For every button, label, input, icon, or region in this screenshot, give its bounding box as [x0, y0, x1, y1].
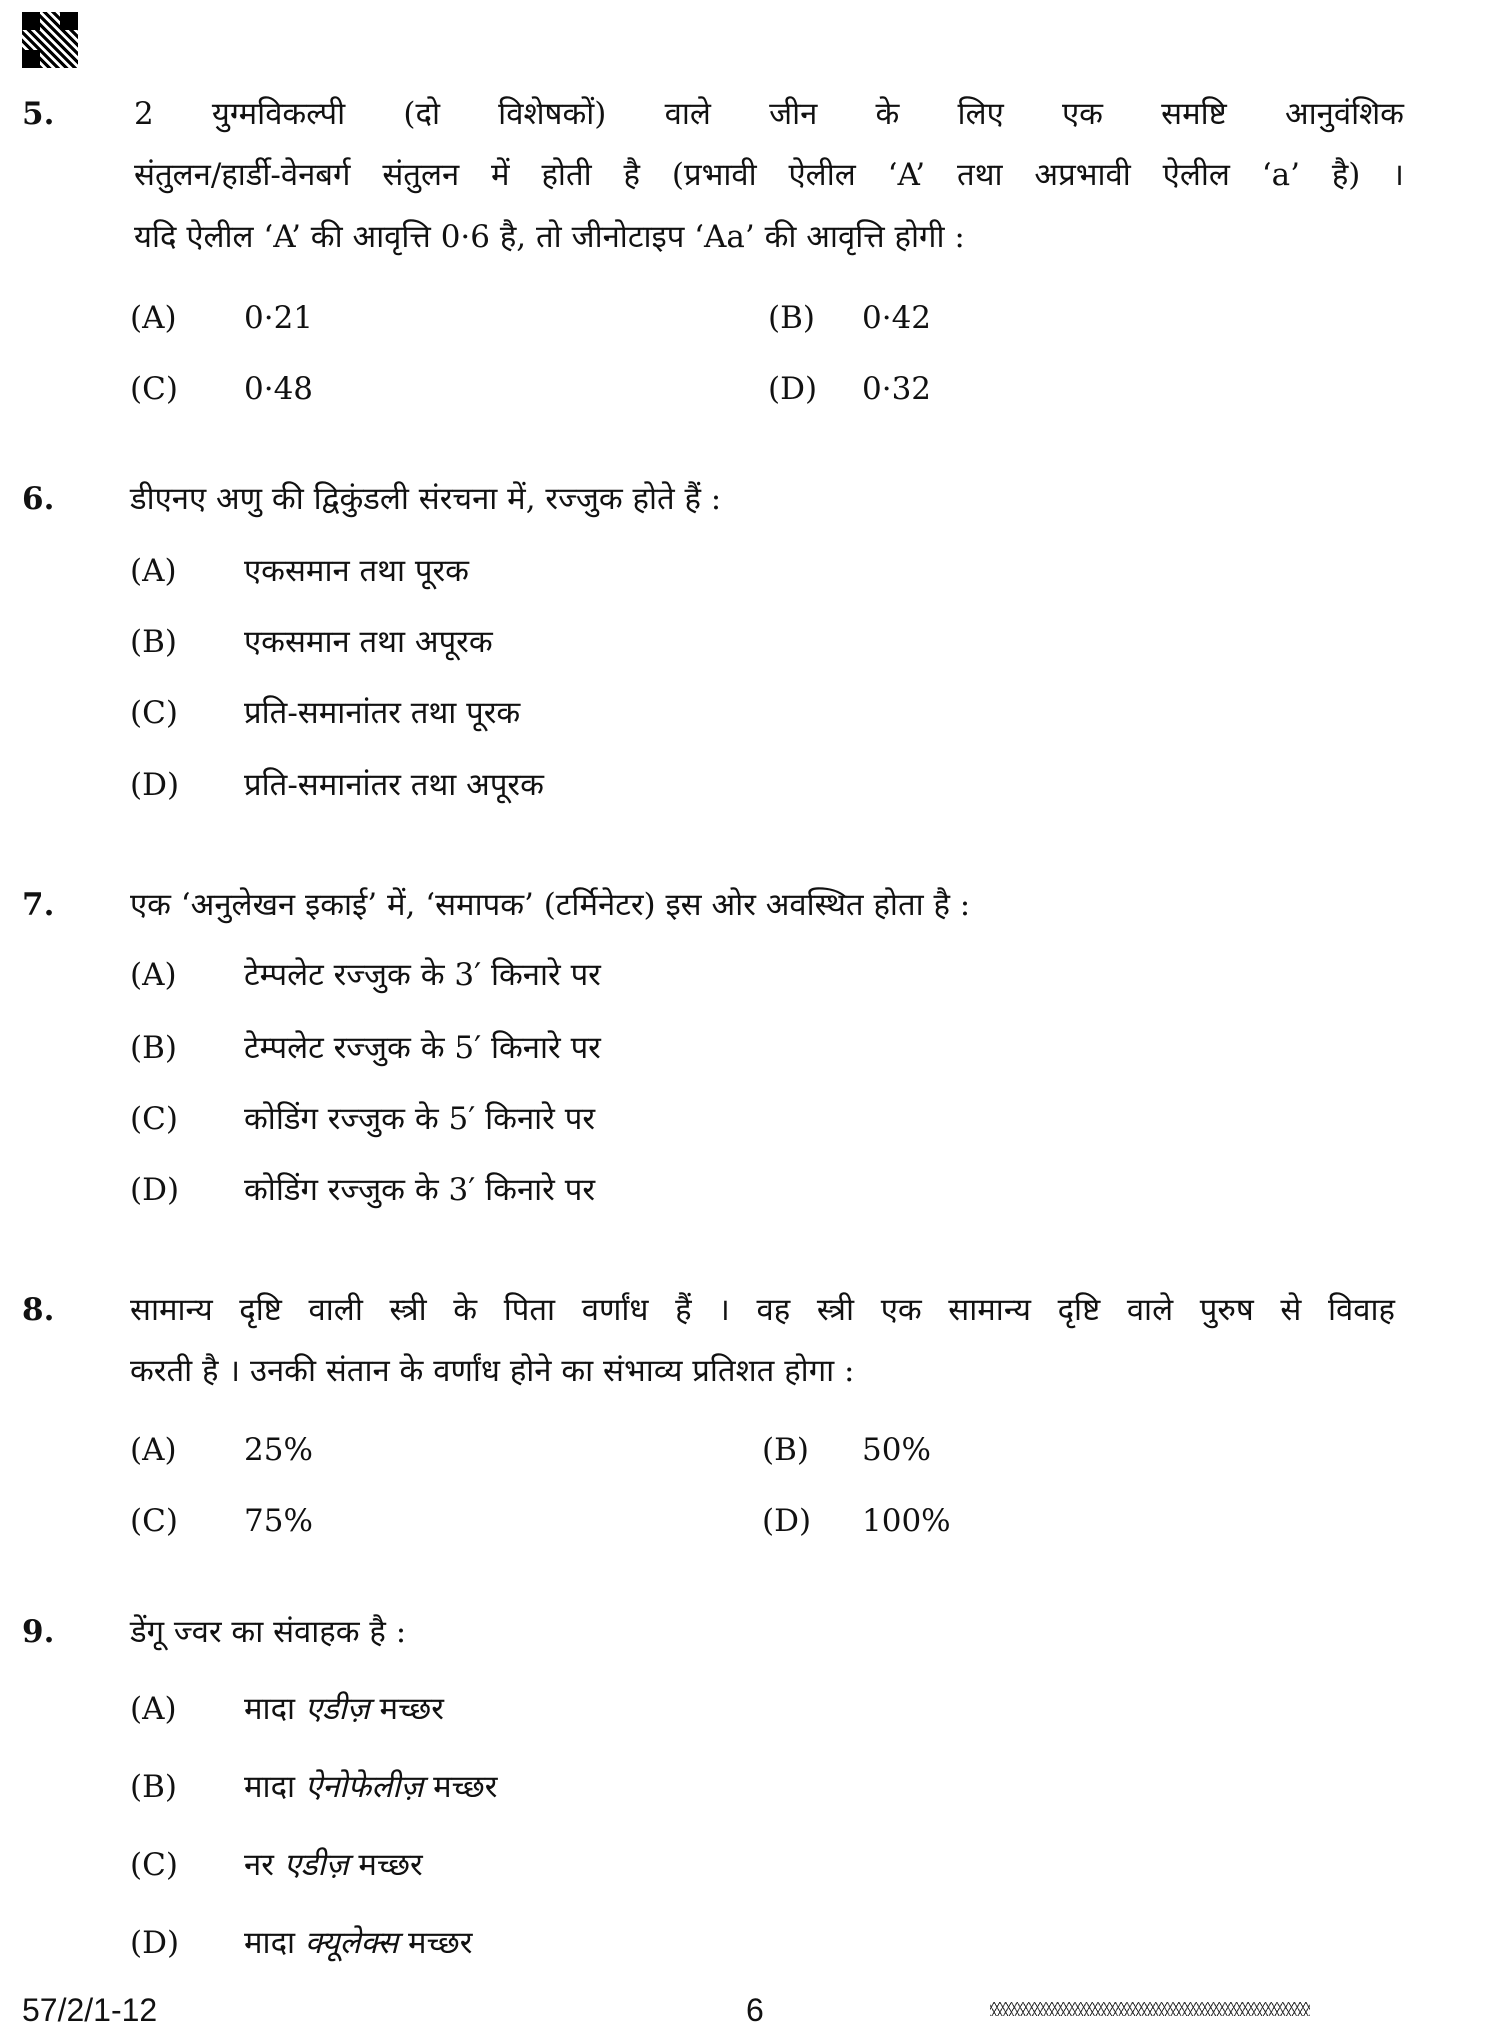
option-label: (C) — [130, 1101, 178, 1137]
option-word: मादा — [244, 1691, 296, 1727]
option-word: मादा — [244, 1925, 296, 1961]
decorative-wave-line — [990, 2002, 1310, 2016]
page-number: 6 — [746, 1992, 764, 2028]
option-text: टेम्पलेट रज्जुक के 5′ किनारे पर — [244, 1030, 601, 1066]
option-text: 0·21 — [244, 300, 314, 336]
paper-code: 57/2/1-12 — [22, 1992, 158, 2028]
option-word: मच्छर — [379, 1691, 444, 1727]
option-label: (C) — [130, 371, 178, 407]
option-label: (A) — [130, 300, 177, 336]
option-label: (D) — [130, 767, 180, 803]
option-label: (B) — [130, 1030, 177, 1066]
question-number: 7. — [22, 887, 55, 923]
option-label: (D) — [130, 1925, 180, 1961]
genus-name: ऐनोफेलीज़ — [304, 1769, 424, 1805]
option-label: (B) — [762, 1432, 809, 1468]
option-label: (A) — [130, 957, 177, 993]
option-word: मच्छर — [408, 1925, 473, 1961]
option-text: एकसमान तथा पूरक — [244, 553, 469, 589]
option-text: 50% — [862, 1432, 931, 1468]
option-label: (B) — [130, 624, 177, 660]
option-label: (D) — [762, 1503, 812, 1539]
option-text: 100% — [862, 1503, 951, 1539]
option-label: (C) — [130, 695, 178, 731]
question-text-line: करती है । उनकी संतान के वर्णांध होने का संभाव्य प्रतिशत होगा : — [130, 1353, 855, 1389]
question-text-line: 2 युग्मविकल्पी (दो विशेषकों) वाले जीन के लिए एक समष्टि आनुवंशिक — [134, 96, 1404, 132]
option-text: 0·42 — [862, 300, 932, 336]
option-text: प्रति-समानांतर तथा अपूरक — [244, 767, 544, 803]
option-text: 75% — [244, 1503, 313, 1539]
option-text: कोडिंग रज्जुक के 3′ किनारे पर — [244, 1172, 596, 1208]
question-number: 5. — [22, 96, 55, 132]
option-text: प्रति-समानांतर तथा पूरक — [244, 695, 521, 731]
option-text: 0·48 — [244, 371, 314, 407]
option-label: (B) — [768, 300, 815, 336]
option-text — [244, 1921, 472, 1965]
question-text-line: डेंगू ज्वर का संवाहक है : — [130, 1614, 407, 1650]
question-number: 9. — [22, 1614, 55, 1650]
genus-name: एडीज़ — [283, 1847, 349, 1883]
option-text: एकसमान तथा अपूरक — [244, 624, 493, 660]
option-label: (C) — [130, 1503, 178, 1539]
question-number: 6. — [22, 481, 55, 517]
question-text-line: यदि ऐलील ‘A’ की आवृत्ति 0·6 है, तो जीनोटाइप ‘Aa’ की आवृत्ति होगी : — [134, 219, 965, 255]
option-text — [244, 1843, 423, 1887]
option-text: टेम्पलेट रज्जुक के 3′ किनारे पर — [244, 957, 601, 993]
question-text-line: संतुलन/हार्डी-वेनबर्ग संतुलन में होती है (प्रभावी ऐलील ‘A’ तथा अप्रभावी ऐलील ‘a’ है) । — [134, 157, 1404, 193]
option-word: नर — [244, 1847, 274, 1883]
option-word: मच्छर — [433, 1769, 498, 1805]
question-text-line: सामान्य दृष्टि वाली स्त्री के पिता वर्णांध हैं । वह स्त्री एक सामान्य दृष्टि वाले पुरुष से विवाह — [130, 1292, 1395, 1328]
option-label: (C) — [130, 1847, 178, 1883]
qr-code — [22, 12, 78, 68]
option-label: (A) — [130, 1691, 177, 1727]
option-text: 0·32 — [862, 371, 932, 407]
question-number: 8. — [22, 1292, 55, 1328]
genus-name: एडीज़ — [304, 1691, 370, 1727]
option-label: (A) — [130, 1432, 177, 1468]
option-word: मच्छर — [358, 1847, 423, 1883]
option-label: (A) — [130, 553, 177, 589]
genus-name: क्यूलेक्स — [304, 1925, 399, 1961]
option-text: 25% — [244, 1432, 313, 1468]
question-text-line: डीएनए अणु की द्विकुंडली संरचना में, रज्जुक होते हैं : — [130, 481, 722, 517]
option-text — [244, 1765, 497, 1809]
option-label: (B) — [130, 1769, 177, 1805]
option-label: (D) — [768, 371, 818, 407]
option-text: कोडिंग रज्जुक के 5′ किनारे पर — [244, 1101, 596, 1137]
question-text-line: एक ‘अनुलेखन इकाई’ में, ‘समापक’ (टर्मिनेटर) इस ओर अवस्थित होता है : — [130, 887, 971, 923]
option-word: मादा — [244, 1769, 296, 1805]
option-label: (D) — [130, 1172, 180, 1208]
option-text — [244, 1687, 444, 1731]
